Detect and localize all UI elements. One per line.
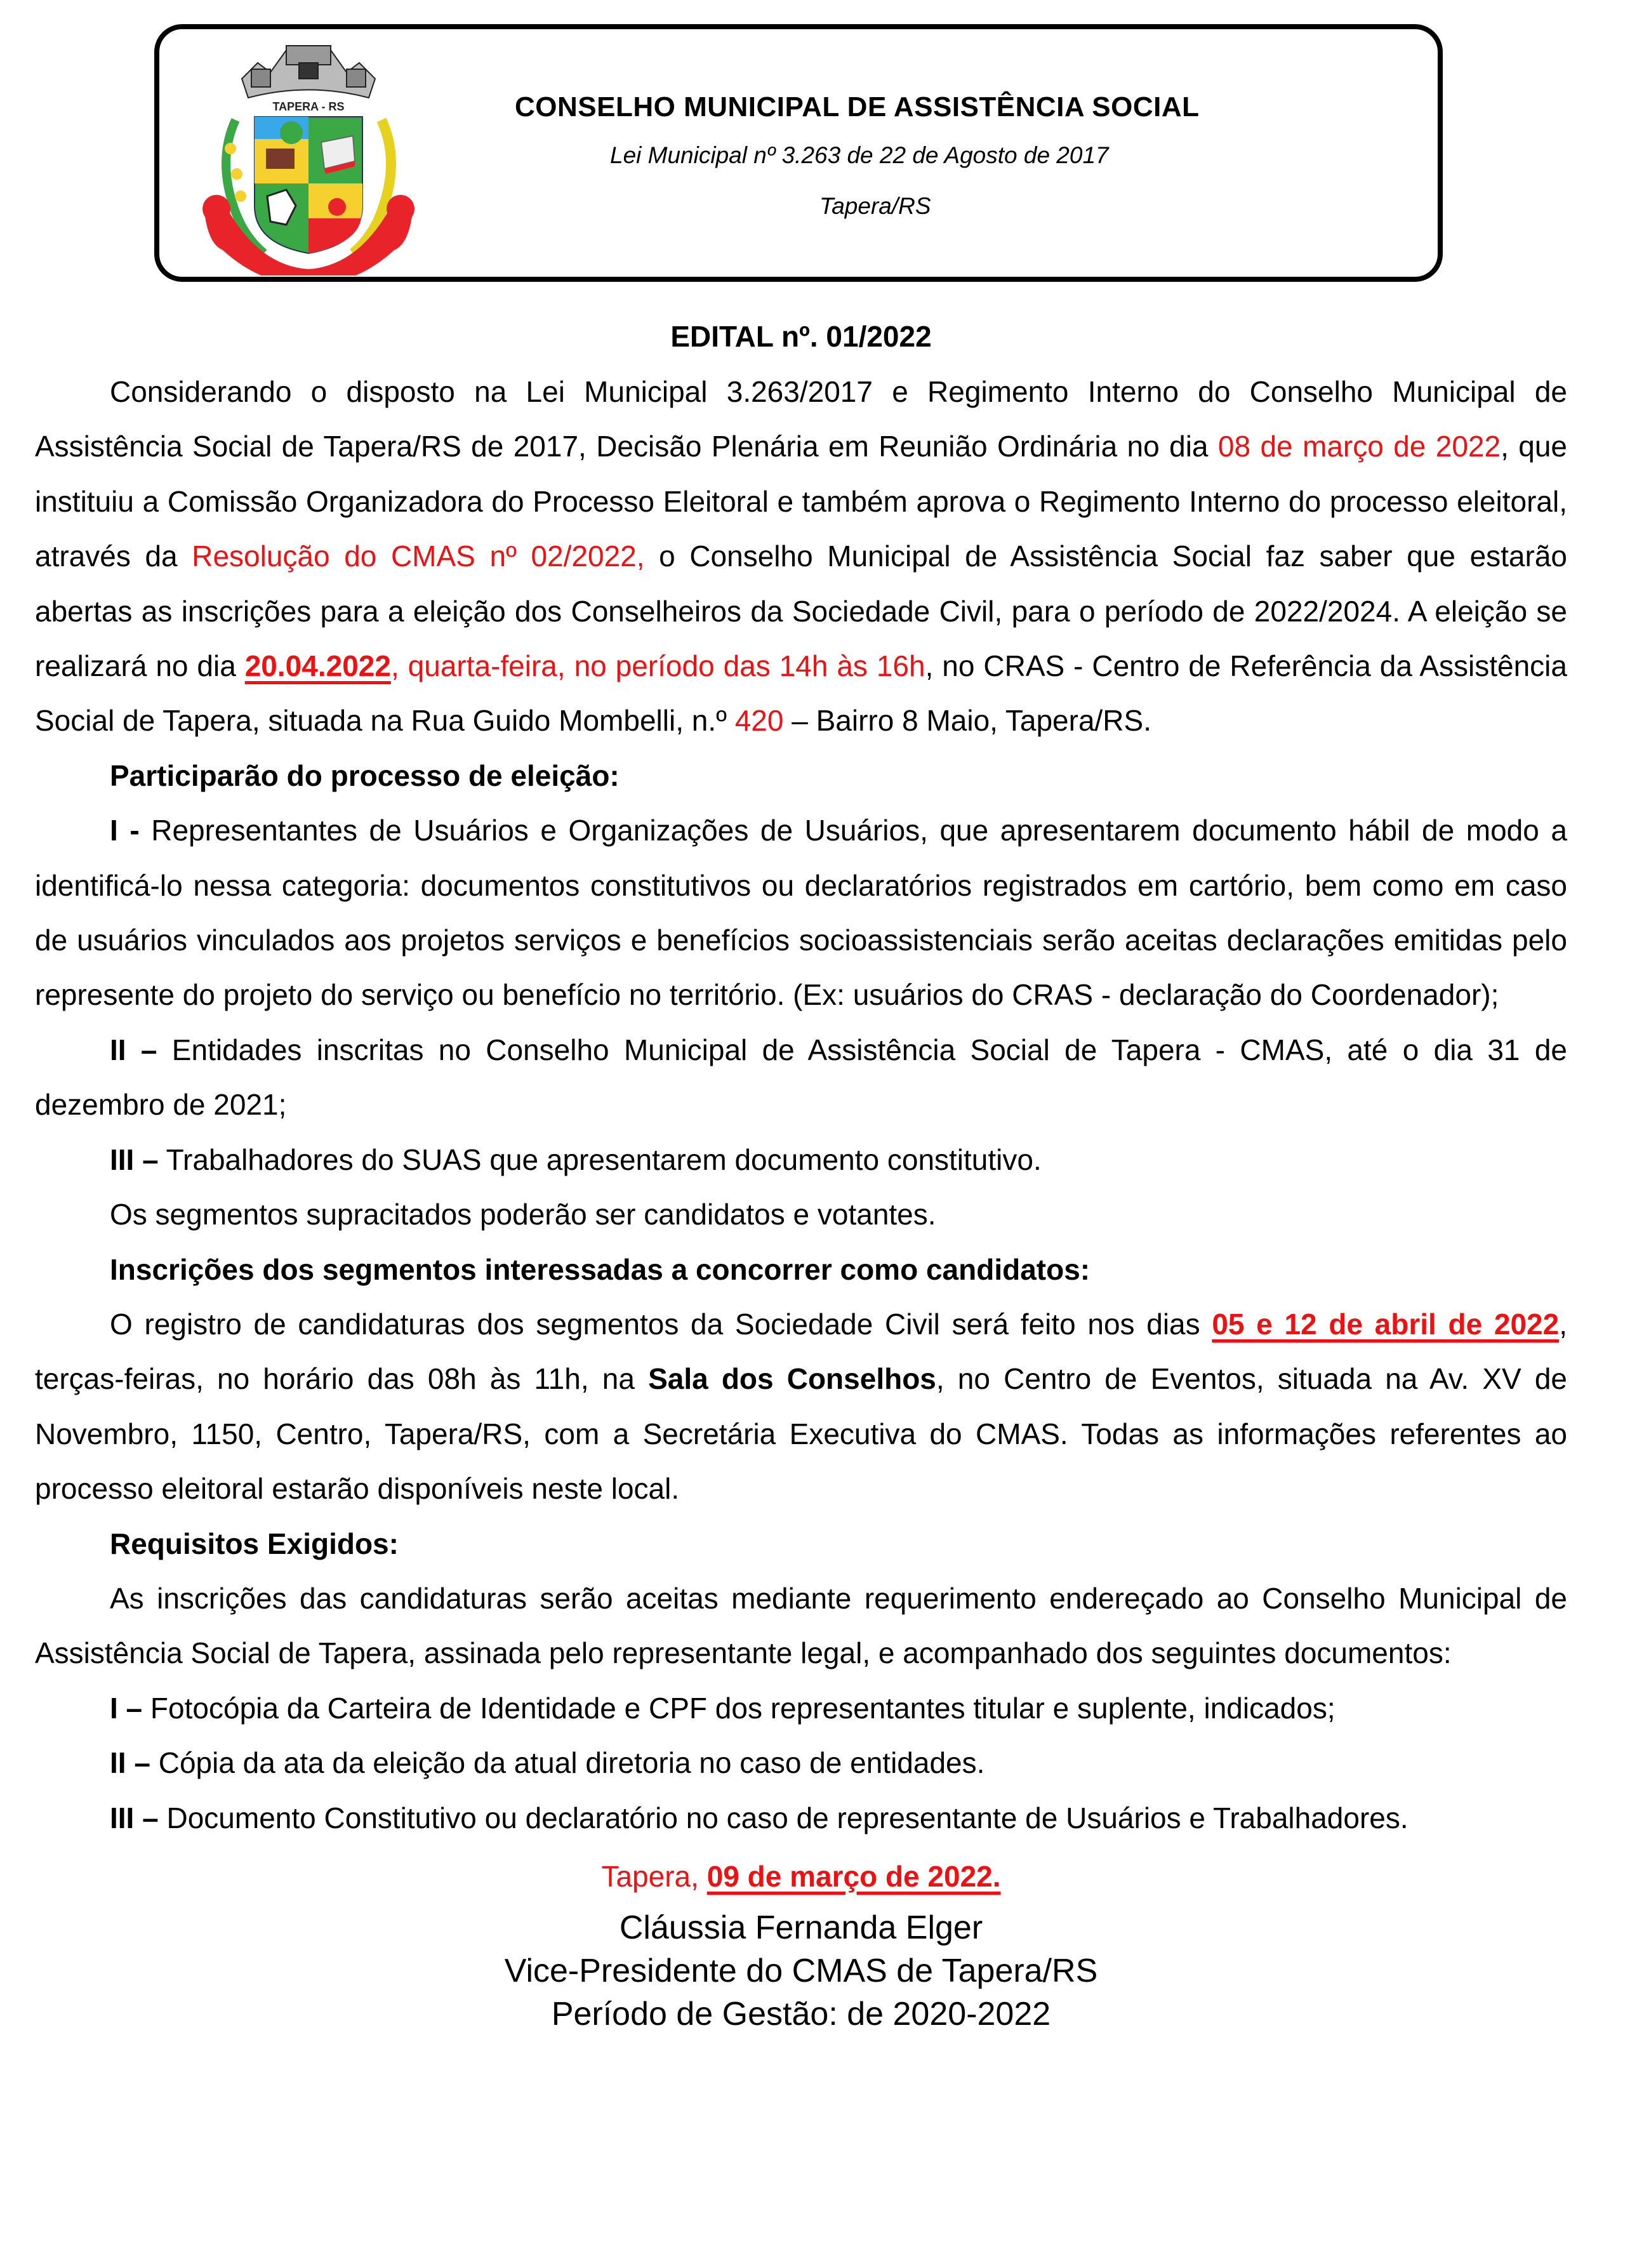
term-of-office: Período de Gestão: de 2020-2022 xyxy=(551,1995,1051,2033)
item-number: I - xyxy=(110,814,140,847)
registration-text-1: O registro de candidaturas dos segmentos da Sociedade Civil será feito nos dias xyxy=(110,1307,1212,1341)
registration-paragraph xyxy=(35,1297,1567,1516)
intro-text-5: – Bairro 8 Maio, Tapera/RS. xyxy=(783,704,1151,738)
intro-text-4: , no CRAS - Centro de Referência da Assistência Social de Tapera, situada na Rua Guido Mombelli, n.º xyxy=(35,649,1567,738)
signatory-name: Cláussia Fernanda Elger xyxy=(619,1909,983,1946)
resolution-reference: Resolução do CMAS nº 02/2022, xyxy=(192,540,645,573)
law-reference: Lei Municipal nº 3.263 de 22 de Agosto de 2017 xyxy=(610,142,1109,168)
intro-text-1: Considerando o disposto na Lei Municipal 3.263/2017 e Regimento Interno do Conselho Municipal de Assistência Social de Tapera/RS de 2017, Decisão Plenária em Reunião Ordinária no dia xyxy=(35,375,1567,463)
registration-text-3: , no Centro de Eventos, situada na Av. XV de Novembro, 1150, Centro, Tapera/RS, com a Secretária Executiva do CMAS. Todas as informações referentes ao processo eleitoral estarão disponíveis neste local. xyxy=(35,1362,1567,1506)
signature-block xyxy=(35,1906,1567,2036)
document-title: EDITAL nº. 01/2022 xyxy=(670,320,932,353)
header-city: Tapera/RS xyxy=(819,193,931,219)
election-date: 20.04.2022 xyxy=(244,649,391,683)
closing-place: Tapera, xyxy=(601,1859,707,1893)
intro-text-3: o Conselho Municipal de Assistência Social faz saber que estarão abertas as inscrições para a eleição dos Conselheiros da Sociedade Civil, para o período de 2022/2024. A eleição se realizará no dia xyxy=(35,540,1567,683)
registration-heading: Inscrições dos segmentos interessadas a concorrer como candidatos: xyxy=(110,1252,1090,1286)
item-number: III – xyxy=(110,1801,159,1834)
registration-dates: 05 e 12 de abril de 2022 xyxy=(1212,1307,1560,1341)
plenary-date: 08 de março de 2022 xyxy=(1217,430,1501,463)
item-text: Entidades inscritas no Conselho Municipal de Assistência Social de Tapera - CMAS, até o dia 31 de dezembro de 2021; xyxy=(35,1033,1567,1122)
election-time: , quarta-feira, no período das 14h às 16h xyxy=(390,649,925,683)
item-text: Trabalhadores do SUAS que apresentarem documento constitutivo. xyxy=(158,1143,1042,1176)
intro-paragraph xyxy=(35,364,1567,748)
item-text: Fotocópia da Carteira de Identidade e CPF dos representantes titular e suplente, indicados; xyxy=(142,1691,1335,1725)
intro-text-2: , que instituiu a Comissão Organizadora do Processo Eleitoral e também aprova o Regimento Interno do processo eleitoral, através da xyxy=(35,430,1567,573)
registration-text-2: , terças-feiras, no horário das 08h às 11h, na xyxy=(35,1307,1568,1396)
participant-item xyxy=(35,803,1567,1023)
item-number: III – xyxy=(110,1143,159,1176)
participant-item xyxy=(35,1023,1567,1132)
item-text: Representantes de Usuários e Organizações de Usuários, que apresentarem documento hábil de modo a identificá-lo nessa categoria: documentos constitutivos ou declaratórios registrados em cartório, bem como em caso de usuários vinculados aos projetos serviços e benefícios socioassistenciais serão aceitas declarações emitidas pelo represente do projeto do serviço ou benefício no território. (Ex: usuários do CRAS - declaração do Coordenador); xyxy=(35,814,1567,1012)
council-title: CONSELHO MUNICIPAL DE ASSISTÊNCIA SOCIAL xyxy=(515,91,1200,123)
item-number: II – xyxy=(110,1746,150,1780)
address-number: 420 xyxy=(734,704,784,738)
participants-heading: Participarão do processo de eleição: xyxy=(110,759,620,792)
item-text: Documento Constitutivo ou declaratório no caso de representante de Usuários e Trabalhadores. xyxy=(158,1801,1408,1834)
municipal-coat-of-arms-icon xyxy=(191,34,426,275)
registration-room: Sala dos Conselhos xyxy=(648,1362,936,1396)
item-text: Cópia da ata da eleição da atual diretoria no caso de entidades. xyxy=(150,1746,985,1780)
closing-date: 09 de março de 2022. xyxy=(706,1859,1001,1893)
item-number: II – xyxy=(110,1033,157,1066)
place-and-date xyxy=(35,1849,1567,1904)
requirements-heading: Requisitos Exigidos: xyxy=(110,1527,399,1560)
requirement-item xyxy=(35,1681,1567,1735)
requirement-item xyxy=(35,1791,1567,1845)
letterhead-box xyxy=(154,24,1443,282)
participant-item xyxy=(35,1132,1567,1187)
requirement-item xyxy=(35,1735,1567,1790)
requirements-intro: As inscrições das candidaturas serão aceitas mediante requerimento endereçado ao Conselho Municipal de Assistência Social de Tapera, assinada pelo representante legal, e acompanhado dos seguintes documentos: xyxy=(35,1581,1567,1670)
edital-document xyxy=(35,311,1567,2036)
svg-text:TAPERA - RS: TAPERA - RS xyxy=(272,100,345,113)
item-number: I – xyxy=(110,1691,143,1725)
signatory-role: Vice-Presidente do CMAS de Tapera/RS xyxy=(504,1952,1098,1989)
segments-note: Os segmentos supracitados poderão ser candidatos e votantes. xyxy=(110,1198,936,1231)
